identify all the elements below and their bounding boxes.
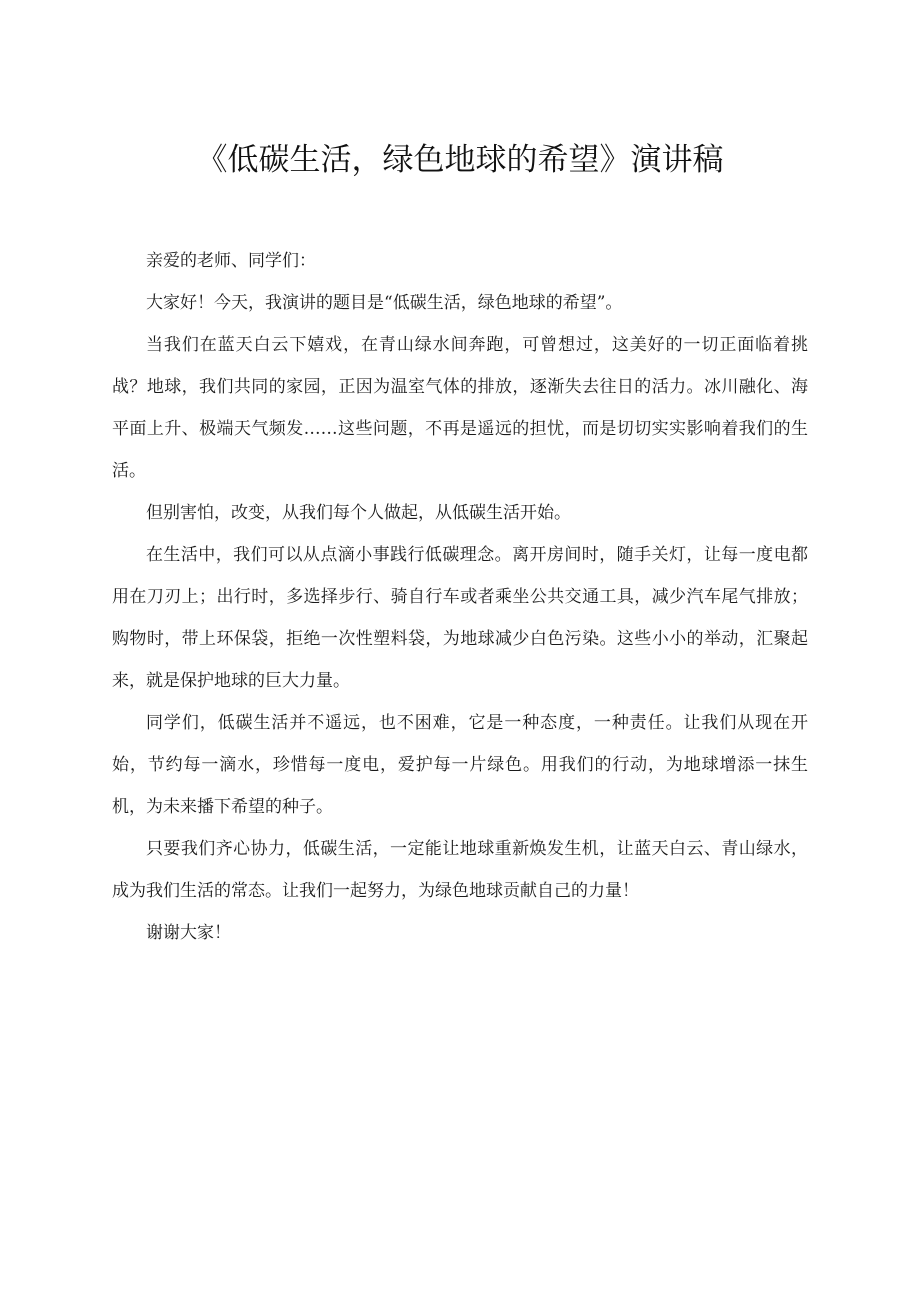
paragraph-intro: 大家好！今天，我演讲的题目是“低碳生活，绿色地球的希望”。 (146, 293, 623, 313)
paragraph-actions: 在生活中，我们可以从点滴小事践行低碳理念。离开房间时，随手关灯，让每一度电都用在刀刃上；出行时，多选择步行、骑自行车或者乘坐公共交通工具，减少汽车尾气排放；购物时，带上环保袋，拒绝一次性塑料袋，为地球减少白色污染。这些小小的举动，汇聚起来，就是保护地球的巨大力量。 (112, 545, 808, 691)
paragraph-challenge: 当我们在蓝天白云下嬉戏，在青山绿水间奔跑，可曾想过，这美好的一切正面临着挑战？地球，我们共同的家园，正因为温室气体的排放，逐渐失去往日的活力。冰川融化、海平面上升、极端天气频发……这些问题，不再是遥远的担忧，而是切切实实影响着我们的生活。 (112, 335, 808, 481)
paragraph-together: 只要我们齐心协力，低碳生活，一定能让地球重新焕发生机，让蓝天白云、青山绿水，成为我们生活的常态。让我们一起努力，为绿色地球贡献自己的力量！ (112, 839, 808, 901)
paragraph-change: 但别害怕，改变，从我们每个人做起，从低碳生活开始。 (146, 503, 571, 523)
document-title: 《低碳生活，绿色地球的希望》演讲稿 (196, 142, 724, 178)
paragraph-greeting: 亲爱的老师、同学们： (146, 251, 316, 271)
paragraph-thanks: 谢谢大家！ (146, 923, 231, 943)
document-body (112, 240, 808, 954)
paragraph-attitude: 同学们，低碳生活并不遥远，也不困难，它是一种态度，一种责任。让我们从现在开始，节约每一滴水，珍惜每一度电，爱护每一片绿色。用我们的行动，为地球增添一抹生机，为未来播下希望的种子。 (112, 713, 808, 817)
